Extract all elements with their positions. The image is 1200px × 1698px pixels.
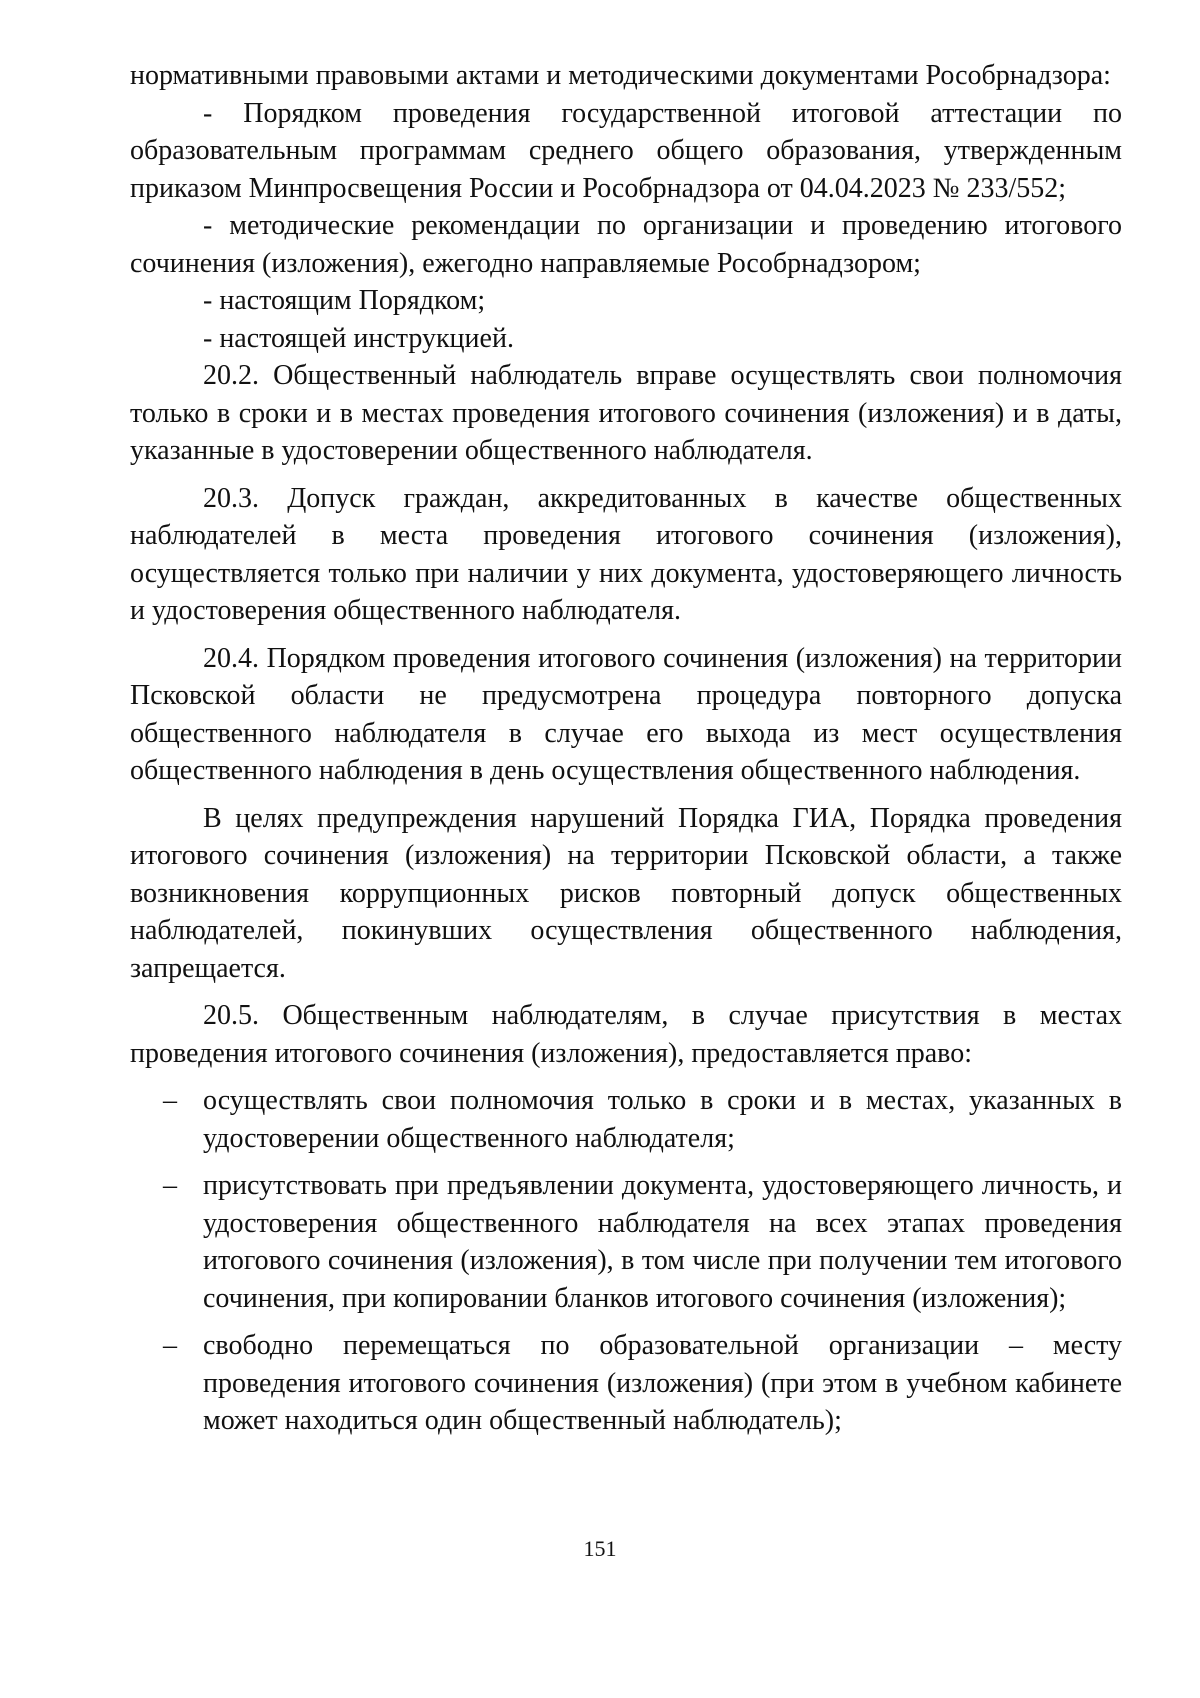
paragraph-20-4: 20.4. Порядком проведения итогового сочинения (изложения) на территории Псковской области не предусмотрена процедура повторного допуска общественного наблюдателя в случае его выхода из мест осуществления общественного наблюдения в день осуществления общественного наблюдения. — [130, 642, 1122, 786]
rights-list — [130, 1082, 1122, 1440]
page-number: 151 — [583, 1536, 617, 1561]
paragraph-bullet-procedure: - Порядком проведения государственной итоговой аттестации по образовательным программам среднего общего образования, утвержденным приказом Минпросвещения России и Рособрнадзора от 04.04.2023 № 233/552; — [130, 97, 1122, 204]
paragraph-bullet-this-instruction: - настоящей инструкцией. — [203, 322, 514, 354]
paragraph-intro: нормативными правовыми актами и методическими документами Рособрнадзора: — [130, 60, 1111, 91]
paragraph-20-2: 20.2. Общественный наблюдатель вправе осуществлять свои полномочия только в сроки и в местах проведения итогового сочинения (изложения) и в даты, указанные в удостоверении общественного наблюдателя. — [130, 360, 1122, 466]
list-item-text: осуществлять свои полномочия только в сроки и в местах, указанных в удостоверении общественного наблюдателя; — [203, 1085, 1122, 1154]
dash-marker: – — [163, 1330, 177, 1361]
list-item-text: присутствовать при предъявлении документа, удостоверяющего личность, и удостоверения общественного наблюдателя на всех этапах проведения итогового сочинения (изложения), в том числе при получении тем итогового сочинения, при копировании бланков итогового сочинения (изложения); — [203, 1170, 1122, 1314]
list-item — [130, 1327, 1122, 1440]
paragraph-20-5: 20.5. Общественным наблюдателям, в случае присутствия в местах проведения итогового сочинения (изложения), предоставляется право: — [130, 1000, 1122, 1069]
dash-marker: – — [163, 1085, 177, 1116]
paragraph-bullet-this-procedure: - настоящим Порядком; — [203, 285, 486, 316]
list-item — [130, 1167, 1122, 1317]
paragraph-prevention: В целях предупреждения нарушений Порядка ГИА, Порядка проведения итогового сочинения (изложения) на территории Псковской области, а также возникновения коррупционных рисков повторный допуск общественных наблюдателей, покинувших осуществления общественного наблюдения, запрещается. — [130, 802, 1122, 984]
list-item — [130, 1082, 1122, 1157]
list-item-text: свободно перемещаться по образовательной организации – месту проведения итогового сочинения (изложения) (при этом в учебном кабинете может находиться один общественный наблюдатель); — [203, 1330, 1122, 1436]
paragraph-20-3: 20.3. Допуск граждан, аккредитованных в качестве общественных наблюдателей в места проведения итогового сочинения (изложения), осуществляется только при наличии у них документа, удостоверяющего личность и удостоверения общественного наблюдателя. — [130, 482, 1122, 626]
dash-marker: – — [163, 1170, 177, 1201]
paragraph-bullet-recommendations: - методические рекомендации по организации и проведению итогового сочинения (изложения), ежегодно направляемые Рособрнадзором; — [130, 210, 1122, 279]
document-page — [130, 57, 1122, 1440]
